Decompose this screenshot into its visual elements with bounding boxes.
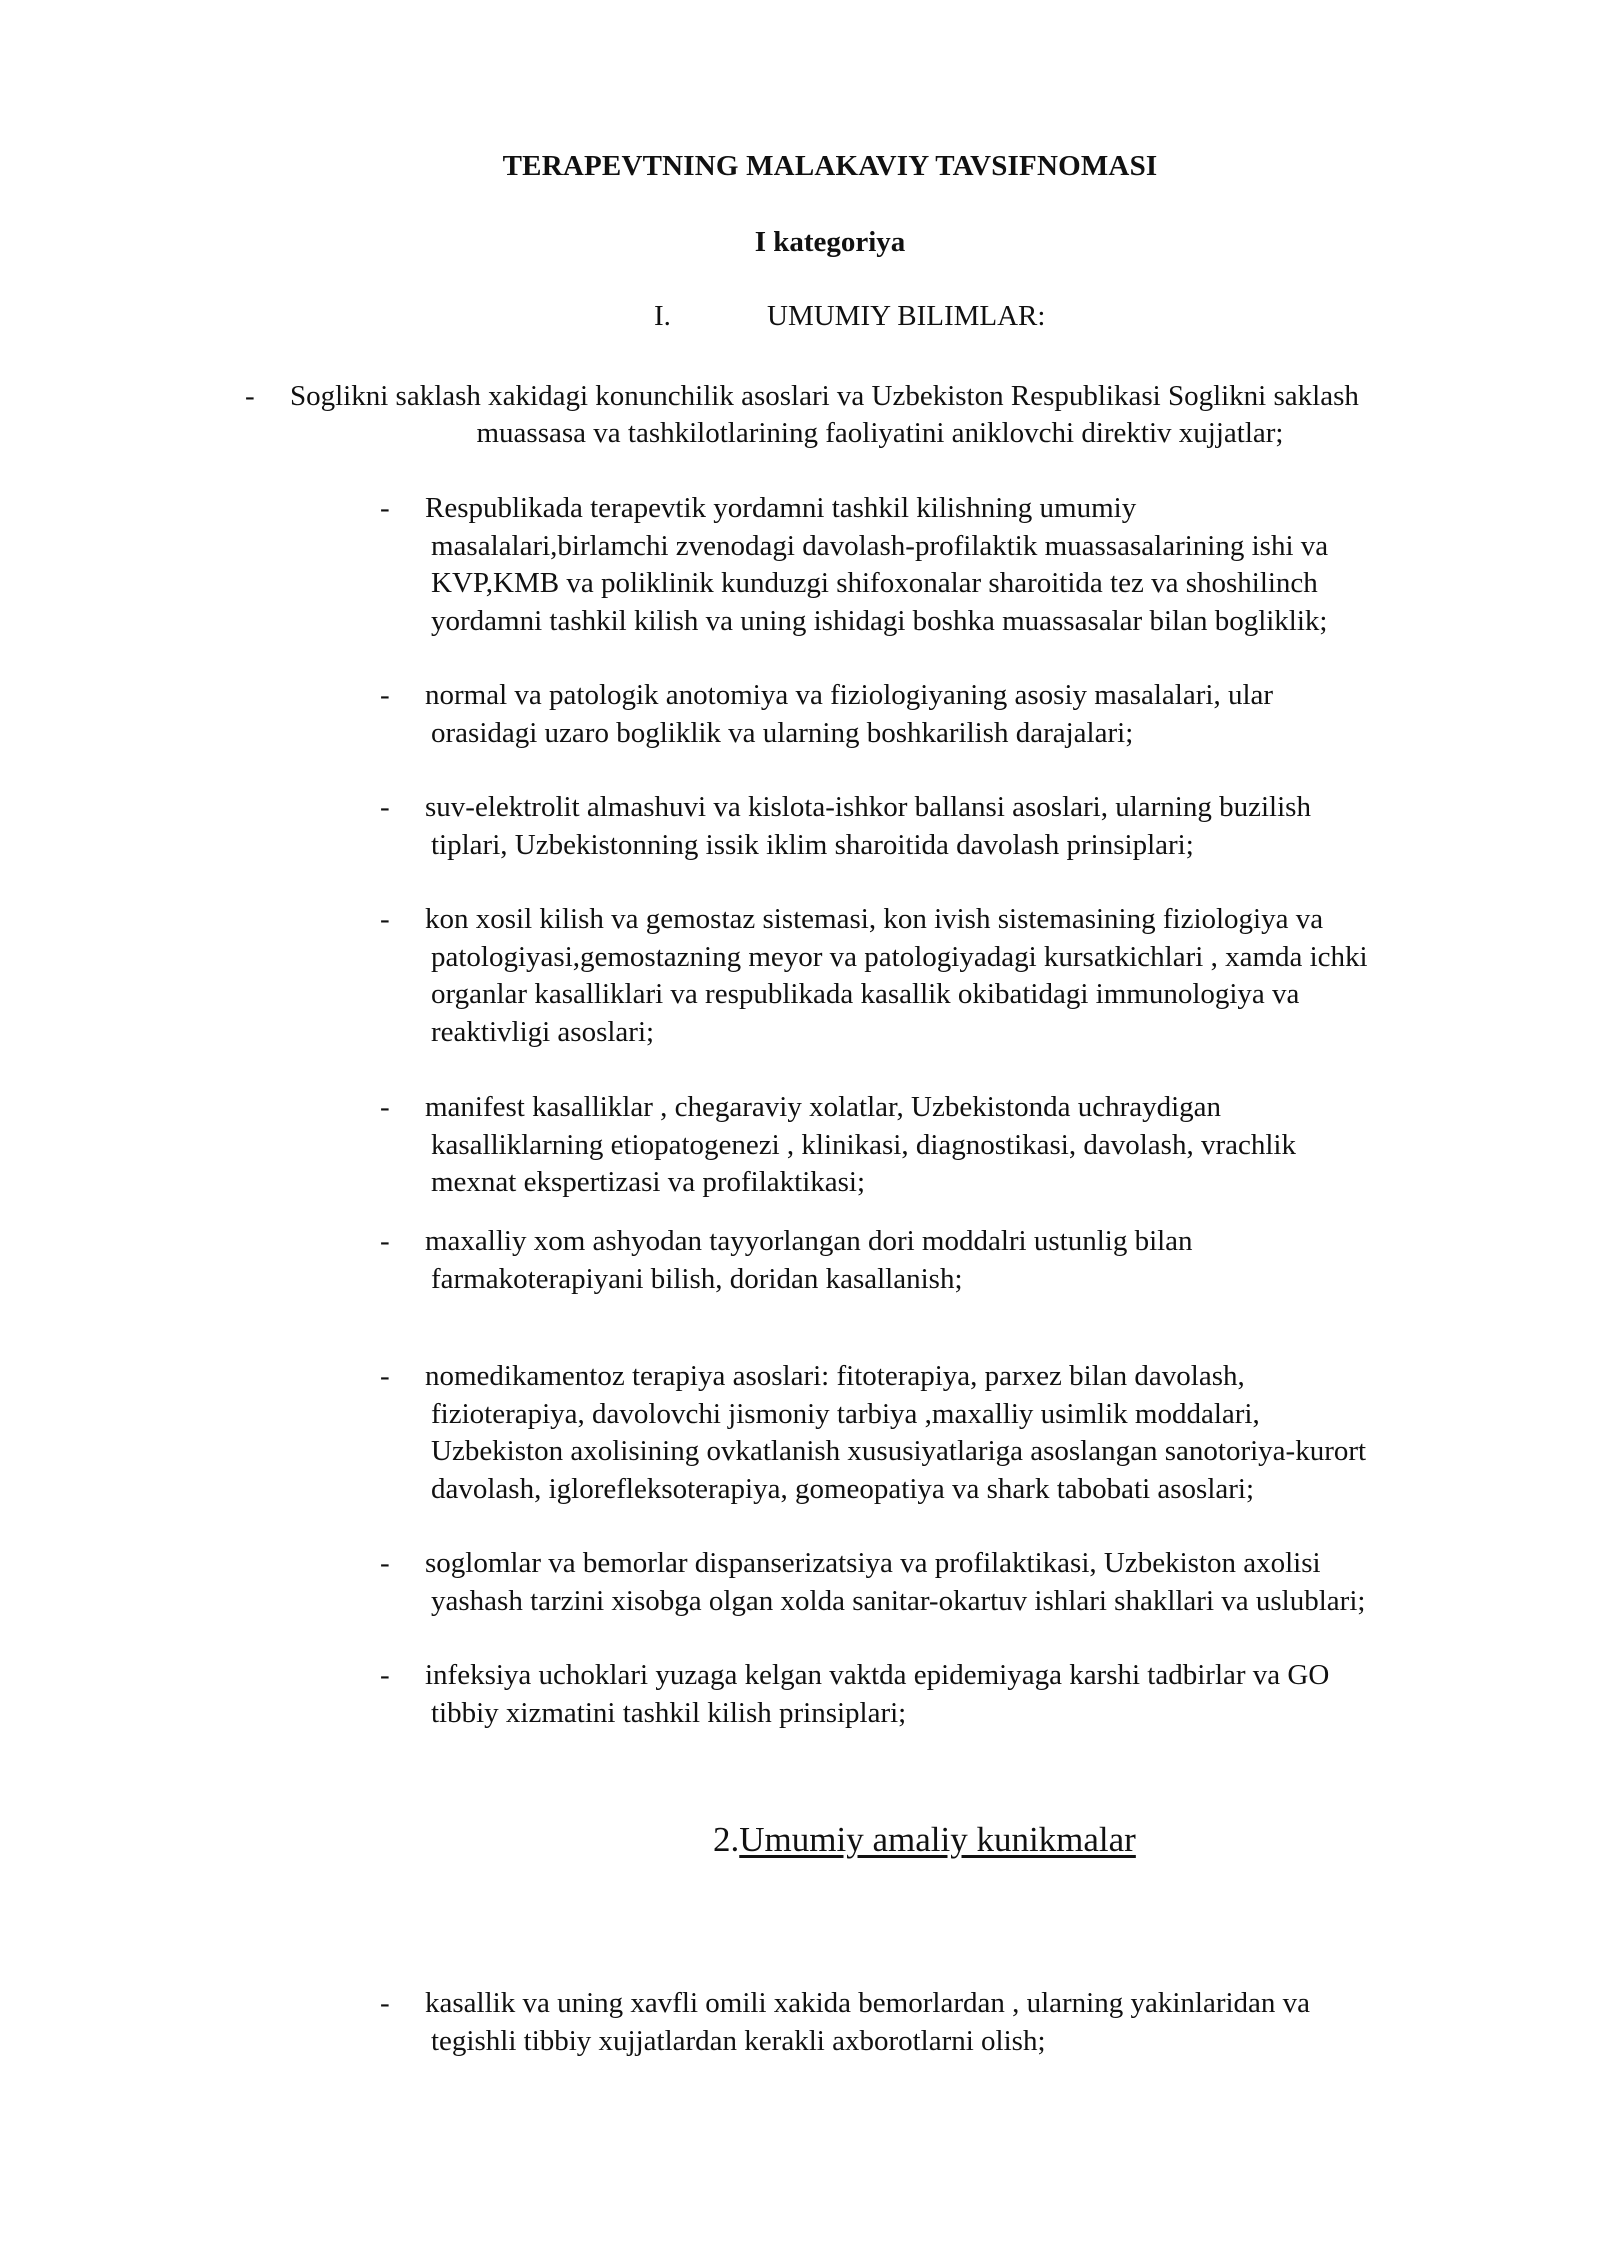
list-item-line: yashash tarzini xisobga olgan xolda sanitar-okartuv ishlari shakllari va uslublari; xyxy=(431,1584,1366,1617)
list-item-line: organlar kasalliklari va respublikada kasallik okibatidagi immunologiya va xyxy=(431,978,1300,1010)
list-item-dash: - xyxy=(380,1360,390,1392)
list-item-line: tegishli tibbiy xujjatlardan kerakli axborotlarni olish; xyxy=(431,2024,1046,2057)
list-item-line: soglomlar va bemorlar dispanserizatsiya va profilaktikasi, Uzbekiston axolisi xyxy=(425,1547,1321,1579)
list-item-line: farmakoterapiyani bilish, doridan kasallanish; xyxy=(431,1262,963,1295)
list-item-text xyxy=(425,1985,1505,2060)
list-item-line: KVP,KMB va poliklinik kunduzgi shifoxonalar sharoitida tez va shoshilinch xyxy=(431,567,1318,599)
category-label: I kategoriya xyxy=(754,226,906,258)
list-item-text xyxy=(425,1358,1505,1508)
list-item-line: fizioterapiya, davolovchi jismoniy tarbiya ,maxalliy usimlik moddalari, xyxy=(431,1397,1260,1430)
list-item-line: tiplari, Uzbekistonning issik iklim sharoitida davolash prinsiplari; xyxy=(431,828,1194,861)
list-item-line: reaktivligi asoslari; xyxy=(431,1015,655,1048)
list-item-line: suv-elektrolit almashuvi va kislota-ishkor ballansi asoslari, ularning buzilish xyxy=(425,791,1311,823)
list-item-line: nomedikamentoz terapiya asoslari: fitoterapiya, parxez bilan davolash, xyxy=(425,1360,1245,1392)
list-item-dash: - xyxy=(380,1225,390,1257)
list-item-line: kasallik va uning xavfli omili xakida bemorlardan , ularning yakinlaridan va xyxy=(425,1987,1311,2019)
list-item-line: infeksiya uchoklari yuzaga kelgan vaktda epidemiyaga karshi tadbirlar va GO xyxy=(425,1659,1330,1691)
list-item-text xyxy=(425,789,1505,864)
list-item-line: kon xosil kilish va gemostaz sistemasi, kon ivish sistemasining fiziologiya va xyxy=(425,903,1324,935)
list-item-text xyxy=(425,1089,1505,1202)
list-item-line: yordamni tashkil kilish va uning ishidagi boshka muassasalar bilan bogliklik; xyxy=(431,604,1328,637)
list-item-text xyxy=(425,1223,1505,1298)
list-item-line: mexnat ekspertizasi va profilaktikasi; xyxy=(431,1166,866,1198)
list-item-text xyxy=(425,1545,1505,1620)
list-item-dash: - xyxy=(380,1987,390,2019)
list-item-dash: - xyxy=(380,492,390,524)
list-item-line: Uzbekiston axolisining ovkatlanish xususiyatlariga asoslangan sanotoriya-kurort xyxy=(431,1435,1367,1467)
list-item-text xyxy=(425,490,1505,640)
section-2-number: 2. xyxy=(713,1820,740,1859)
document-title: TERAPEVTNING MALAKAVIY TAVSIFNOMASI xyxy=(502,150,1158,182)
list-item-dash: - xyxy=(380,679,390,711)
list-item-line: orasidagi uzaro bogliklik va ularning boshkarilish darajalari; xyxy=(431,716,1134,749)
list-item-line: muassasa va tashkilotlarining faoliyatini aniklovchi direktiv xujjatlar; xyxy=(476,417,1284,449)
list-item-line: davolash, iglorefleksoterapiya, gomeopatiya va shark tabobati asoslari; xyxy=(431,1472,1255,1505)
list-item-dash: - xyxy=(380,903,390,935)
list-item-line: kasalliklarning etiopatogenezi , klinikasi, diagnostikasi, davolash, vrachlik xyxy=(431,1128,1296,1161)
list-item-line: patologiyasi,gemostazning meyor va patologiyadagi kursatkichlari , xamda ichki xyxy=(431,940,1368,973)
section-1-title: UMUMIY BILIMLAR: xyxy=(767,300,1046,332)
list-item-line: Respublikada terapevtik yordamni tashkil kilishning umumiy xyxy=(425,492,1137,524)
list-item-line: Soglikni saklash xakidagi konunchilik asoslari va Uzbekiston Respublikasi Soglikni saklash xyxy=(290,380,1359,412)
list-item-line: masalalari,birlamchi zvenodagi davolash-profilaktik muassasalarining ishi va xyxy=(431,529,1329,562)
list-item-dash: - xyxy=(380,1547,390,1579)
list-item-dash: - xyxy=(245,380,255,412)
list-item-line: manifest kasalliklar , chegaraviy xolatlar, Uzbekistonda uchraydigan xyxy=(425,1091,1222,1123)
list-item-dash: - xyxy=(380,1659,390,1691)
list-item-dash: - xyxy=(380,791,390,823)
section-2-title: Umumiy amaliy kunikmalar xyxy=(739,1820,1136,1859)
list-item-text xyxy=(425,901,1505,1051)
section-1-number: I. xyxy=(654,300,671,332)
list-item-line: tibbiy xizmatini tashkil kilish prinsiplari; xyxy=(431,1696,907,1729)
section-2-heading xyxy=(713,1820,1136,1860)
list-item-line: normal va patologik anotomiya va fiziologiyaning asosiy masalalari, ular xyxy=(425,679,1274,711)
list-item-dash: - xyxy=(380,1091,390,1123)
list-item-line: maxalliy xom ashyodan tayyorlangan dori moddalri ustunlig bilan xyxy=(425,1225,1193,1257)
list-item-text xyxy=(425,1657,1505,1732)
list-item-text xyxy=(425,677,1505,752)
